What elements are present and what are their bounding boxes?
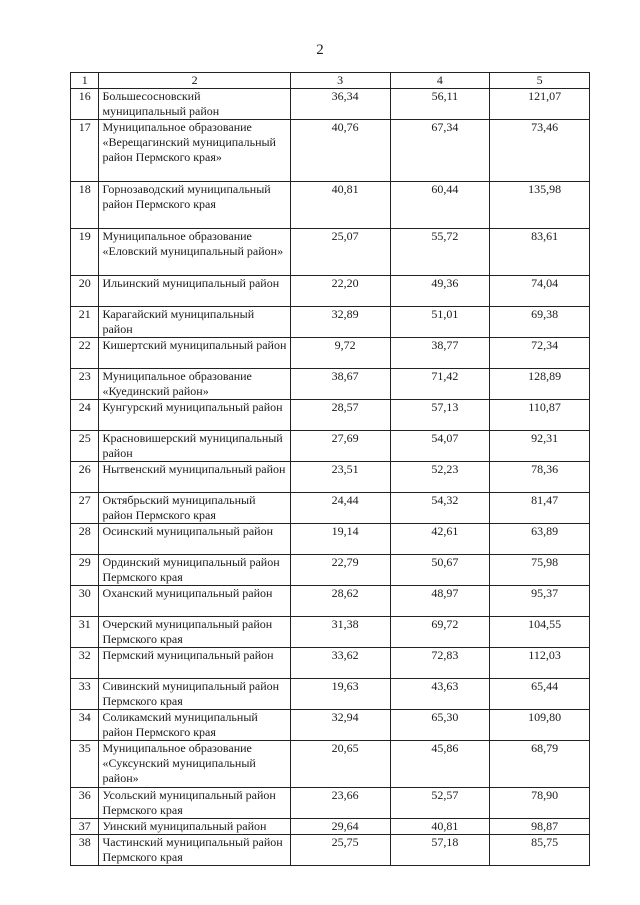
row-value-3 <box>290 648 390 679</box>
row-value-3 <box>290 462 390 493</box>
table-row <box>71 741 590 788</box>
row-name: Уинский муниципальный район <box>99 819 290 835</box>
row-value-3-text: 33,62 <box>331 648 359 662</box>
data-table <box>70 72 590 866</box>
row-value-5-text: 112,03 <box>528 648 561 662</box>
row-name: Красновишерский муниципальный район <box>99 431 290 462</box>
row-value-4-text: 52,57 <box>431 788 459 802</box>
row-value-3-text: 36,34 <box>331 89 359 103</box>
row-value-4-text: 54,32 <box>431 493 459 507</box>
row-value-4 <box>390 431 490 462</box>
row-value-5-text: 135,98 <box>528 182 562 196</box>
row-value-4 <box>390 835 490 866</box>
row-value-5 <box>490 679 590 710</box>
row-value-3 <box>290 835 390 866</box>
table-row <box>71 182 590 229</box>
row-name: Кунгурский муниципальный район <box>99 400 290 431</box>
header-cell-2: 2 <box>99 73 290 89</box>
header-cell-1: 1 <box>71 73 99 89</box>
row-value-3 <box>290 307 390 338</box>
row-number: 22 <box>71 338 99 369</box>
row-name: Оханский муниципальный район <box>99 586 290 617</box>
row-number: 19 <box>71 229 99 276</box>
row-value-3 <box>290 493 390 524</box>
row-value-4-text: 38,77 <box>431 338 459 352</box>
row-value-3 <box>290 586 390 617</box>
row-value-3-text: 31,38 <box>331 617 359 631</box>
row-name: Муниципальное образование «Суксунский муниципальный район» <box>99 741 290 788</box>
row-value-5 <box>490 369 590 400</box>
row-value-3-text: 20,65 <box>331 741 359 755</box>
row-value-4-text: 56,11 <box>431 89 459 103</box>
table-row <box>71 524 590 555</box>
row-value-5-text: 95,37 <box>531 586 559 600</box>
row-value-5-text: 81,47 <box>531 493 559 507</box>
row-value-5 <box>490 710 590 741</box>
row-value-4-text: 67,34 <box>431 120 459 134</box>
row-value-3-text: 19,63 <box>331 679 359 693</box>
row-value-5-text: 78,36 <box>531 462 559 476</box>
row-value-5-text: 65,44 <box>531 679 559 693</box>
row-value-4 <box>390 524 490 555</box>
row-value-3-text: 22,79 <box>331 555 359 569</box>
row-value-4 <box>390 338 490 369</box>
row-number: 17 <box>71 120 99 182</box>
row-value-5-text: 109,80 <box>528 710 562 724</box>
row-number: 33 <box>71 679 99 710</box>
page-number: 2 <box>316 42 324 58</box>
row-value-3 <box>290 338 390 369</box>
row-value-5-text: 128,89 <box>528 369 562 383</box>
table-row <box>71 788 590 819</box>
row-value-5 <box>490 276 590 307</box>
row-value-5 <box>490 524 590 555</box>
row-value-5-text: 110,87 <box>528 400 561 414</box>
row-value-5-text: 92,31 <box>531 431 559 445</box>
header-cell-3: 3 <box>290 73 390 89</box>
header-cell-5: 5 <box>490 73 590 89</box>
row-value-3-text: 27,69 <box>331 431 359 445</box>
row-value-4 <box>390 555 490 586</box>
row-number: 38 <box>71 835 99 866</box>
row-value-4-text: 71,42 <box>431 369 459 383</box>
row-value-4 <box>390 710 490 741</box>
row-value-5 <box>490 555 590 586</box>
row-value-4 <box>390 788 490 819</box>
row-name: Очерский муниципальный район Пермского края <box>99 617 290 648</box>
row-value-3-text: 29,64 <box>331 819 359 833</box>
row-value-3 <box>290 431 390 462</box>
row-name: Карагайский муниципальный район <box>99 307 290 338</box>
row-value-4 <box>390 741 490 788</box>
table-row <box>71 89 590 120</box>
row-number: 30 <box>71 586 99 617</box>
row-value-4 <box>390 276 490 307</box>
row-value-5-text: 104,55 <box>528 617 562 631</box>
row-value-5 <box>490 120 590 182</box>
row-value-5-text: 78,90 <box>531 788 559 802</box>
table-row <box>71 369 590 400</box>
row-number: 36 <box>71 788 99 819</box>
row-value-4-text: 45,86 <box>431 741 459 755</box>
row-value-4-text: 48,97 <box>431 586 459 600</box>
row-value-3 <box>290 400 390 431</box>
row-value-3-text: 25,07 <box>331 229 359 243</box>
row-number: 29 <box>71 555 99 586</box>
row-name: Муниципальное образование «Куединский район» <box>99 369 290 400</box>
table-row <box>71 400 590 431</box>
row-name: Муниципальное образование «Еловский муниципальный район» <box>99 229 290 276</box>
row-number: 23 <box>71 369 99 400</box>
row-value-4 <box>390 307 490 338</box>
row-value-3 <box>290 819 390 835</box>
row-name: Соликамский муниципальный район Пермского края <box>99 710 290 741</box>
row-name: Усольский муниципальный район Пермского края <box>99 788 290 819</box>
row-value-3-text: 23,51 <box>331 462 359 476</box>
row-value-4 <box>390 89 490 120</box>
row-name: Горнозаводский муниципальный район Пермского края <box>99 182 290 229</box>
row-value-5 <box>490 586 590 617</box>
row-value-3-text: 28,57 <box>331 400 359 414</box>
row-value-5 <box>490 648 590 679</box>
table-row <box>71 617 590 648</box>
row-value-3 <box>290 617 390 648</box>
table-row <box>71 462 590 493</box>
row-number: 18 <box>71 182 99 229</box>
row-value-4 <box>390 617 490 648</box>
row-value-3-text: 23,66 <box>331 788 359 802</box>
header-row <box>71 73 590 89</box>
row-value-3 <box>290 120 390 182</box>
row-value-3-text: 24,44 <box>331 493 359 507</box>
row-value-3-text: 22,20 <box>331 276 359 290</box>
row-value-4-text: 40,81 <box>431 819 459 833</box>
row-value-3 <box>290 679 390 710</box>
row-value-4 <box>390 648 490 679</box>
row-value-5 <box>490 182 590 229</box>
row-value-4 <box>390 493 490 524</box>
row-value-4 <box>390 369 490 400</box>
row-value-3-text: 38,67 <box>331 369 359 383</box>
row-number: 27 <box>71 493 99 524</box>
row-number: 28 <box>71 524 99 555</box>
row-name: Ординский муниципальный район Пермского края <box>99 555 290 586</box>
row-number: 35 <box>71 741 99 788</box>
row-value-5-text: 85,75 <box>531 835 559 849</box>
row-value-5-text: 63,89 <box>531 524 559 538</box>
row-value-4 <box>390 400 490 431</box>
row-value-5-text: 73,46 <box>531 120 559 134</box>
row-value-3 <box>290 741 390 788</box>
row-name: Большесосновский муниципальный район <box>99 89 290 120</box>
table-row <box>71 819 590 835</box>
row-number: 37 <box>71 819 99 835</box>
row-value-5 <box>490 835 590 866</box>
table-row <box>71 586 590 617</box>
row-value-5 <box>490 617 590 648</box>
row-value-4-text: 57,13 <box>431 400 459 414</box>
row-name: Нытвенский муниципальный район <box>99 462 290 493</box>
row-number: 21 <box>71 307 99 338</box>
row-number: 34 <box>71 710 99 741</box>
row-name: Осинский муниципальный район <box>99 524 290 555</box>
row-value-5-text: 83,61 <box>531 229 559 243</box>
row-value-4-text: 42,61 <box>431 524 459 538</box>
row-value-3-text: 19,14 <box>331 524 359 538</box>
table-row <box>71 229 590 276</box>
row-number: 16 <box>71 89 99 120</box>
row-value-5 <box>490 229 590 276</box>
table-body <box>71 89 590 866</box>
row-number: 24 <box>71 400 99 431</box>
row-value-4-text: 60,44 <box>431 182 459 196</box>
row-value-3 <box>290 788 390 819</box>
row-value-5-text: 72,34 <box>531 338 559 352</box>
row-value-4 <box>390 120 490 182</box>
row-number: 25 <box>71 431 99 462</box>
table-row <box>71 835 590 866</box>
row-value-4-text: 43,63 <box>431 679 459 693</box>
table-row <box>71 648 590 679</box>
row-value-3 <box>290 276 390 307</box>
row-name: Пермский муниципальный район <box>99 648 290 679</box>
row-value-5 <box>490 307 590 338</box>
row-value-5-text: 69,38 <box>531 307 559 321</box>
table-row <box>71 679 590 710</box>
row-value-4-text: 49,36 <box>431 276 459 290</box>
row-number: 31 <box>71 617 99 648</box>
table-row <box>71 307 590 338</box>
row-number: 32 <box>71 648 99 679</box>
table-row <box>71 120 590 182</box>
table-row <box>71 338 590 369</box>
header-cell-4: 4 <box>390 73 490 89</box>
row-value-3-text: 25,75 <box>331 835 359 849</box>
row-value-3 <box>290 182 390 229</box>
row-name: Частинский муниципальный район Пермского края <box>99 835 290 866</box>
row-value-5 <box>490 89 590 120</box>
row-name: Сивинский муниципальный район Пермского края <box>99 679 290 710</box>
row-value-4-text: 65,30 <box>431 710 459 724</box>
row-number: 26 <box>71 462 99 493</box>
row-value-4-text: 51,01 <box>431 307 459 321</box>
row-value-5 <box>490 788 590 819</box>
row-value-4-text: 69,72 <box>431 617 459 631</box>
row-value-3-text: 9,72 <box>334 338 356 352</box>
row-value-5-text: 75,98 <box>531 555 559 569</box>
row-value-4-text: 57,18 <box>431 835 459 849</box>
row-value-5-text: 98,87 <box>531 819 559 833</box>
row-value-5 <box>490 741 590 788</box>
row-value-3 <box>290 524 390 555</box>
row-value-4-text: 52,23 <box>431 462 459 476</box>
row-name: Ильинский муниципальный район <box>99 276 290 307</box>
row-value-5 <box>490 819 590 835</box>
row-name: Кишертский муниципальный район <box>99 338 290 369</box>
row-value-5 <box>490 493 590 524</box>
row-value-5 <box>490 431 590 462</box>
table-row <box>71 276 590 307</box>
row-value-4-text: 55,72 <box>431 229 459 243</box>
row-value-3 <box>290 229 390 276</box>
row-value-4 <box>390 182 490 229</box>
row-value-4-text: 54,07 <box>431 431 459 445</box>
row-number: 20 <box>71 276 99 307</box>
row-value-4 <box>390 586 490 617</box>
row-value-3 <box>290 555 390 586</box>
row-value-3-text: 32,89 <box>331 307 359 321</box>
table-row <box>71 555 590 586</box>
row-value-4-text: 72,83 <box>431 648 459 662</box>
row-value-4 <box>390 679 490 710</box>
row-value-3-text: 32,94 <box>331 710 359 724</box>
row-value-3 <box>290 89 390 120</box>
row-value-5 <box>490 338 590 369</box>
row-value-3 <box>290 369 390 400</box>
row-value-4 <box>390 819 490 835</box>
row-value-5 <box>490 400 590 431</box>
row-value-3-text: 28,62 <box>331 586 359 600</box>
table-row <box>71 493 590 524</box>
row-value-5 <box>490 462 590 493</box>
row-value-5-text: 74,04 <box>531 276 559 290</box>
row-value-3 <box>290 710 390 741</box>
row-value-3-text: 40,81 <box>331 182 359 196</box>
row-value-4 <box>390 229 490 276</box>
row-value-4-text: 50,67 <box>431 555 459 569</box>
table-row <box>71 710 590 741</box>
row-value-4 <box>390 462 490 493</box>
row-value-5-text: 121,07 <box>528 89 562 103</box>
table-row <box>71 431 590 462</box>
row-value-5-text: 68,79 <box>531 741 559 755</box>
row-name: Октябрьский муниципальный район Пермского края <box>99 493 290 524</box>
row-name: Муниципальное образование «Верещагинский муниципальный район Пермского края» <box>99 120 290 182</box>
row-value-3-text: 40,76 <box>331 120 359 134</box>
